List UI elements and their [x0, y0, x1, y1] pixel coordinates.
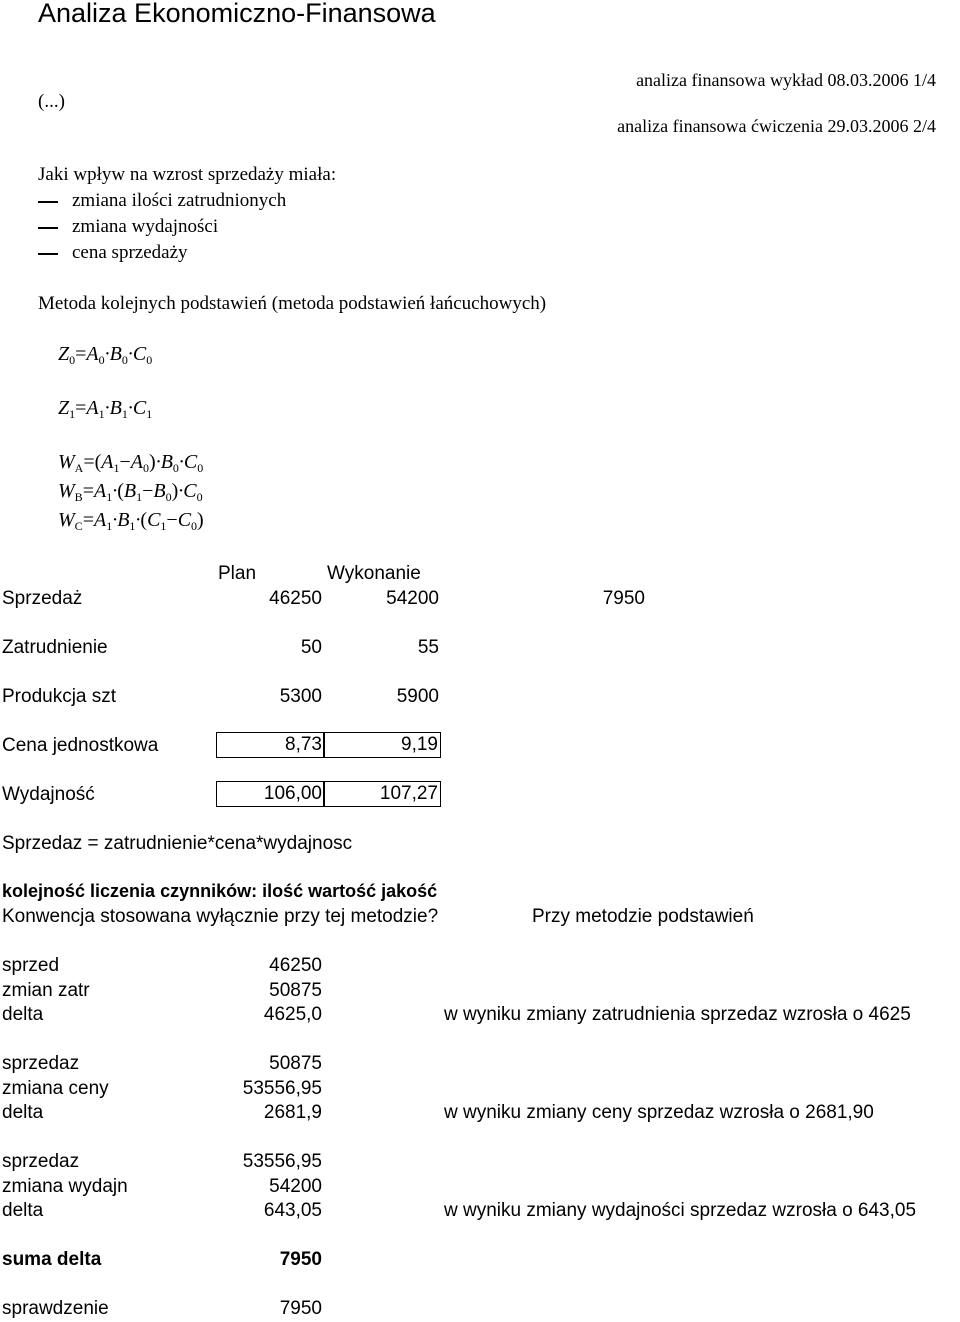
- calc-label: zmiana ceny: [2, 1078, 109, 1099]
- calc-label: zmiana wydajn: [2, 1176, 128, 1197]
- sales-formula: Sprzedaz = zatrudnienie*cena*wydajnosc: [2, 833, 353, 854]
- calc-value: 50875: [269, 1053, 322, 1074]
- calc-label: delta: [2, 1102, 44, 1123]
- calc-value: 46250: [269, 955, 322, 976]
- dash-bullet-icon: [38, 201, 58, 203]
- reference-lecture: analiza finansowa wykład 08.03.2006 1/4: [636, 70, 936, 90]
- list-item: cena sprzedaży: [38, 242, 188, 264]
- check-label: sprawdzenie: [2, 1298, 109, 1319]
- row-label: Sprzedaż: [2, 588, 83, 609]
- calc-label: sprzedaz: [2, 1151, 80, 1172]
- sum-delta-value: 7950: [279, 1249, 322, 1270]
- list-item: zmiana wydajności: [38, 216, 218, 238]
- row-plan: 46250: [269, 588, 322, 609]
- row-exec: 55: [417, 637, 439, 658]
- row-plan: 50: [300, 637, 322, 658]
- column-header-plan: Plan: [218, 563, 257, 584]
- row-plan: 5300: [279, 686, 322, 707]
- calc-value: 53556,95: [242, 1078, 322, 1099]
- row-label: Cena jednostkowa: [2, 735, 159, 756]
- convention-answer: Przy metodzie podstawień: [532, 906, 754, 927]
- factor-order: kolejność liczenia czynników: ilość wartość jakość: [2, 881, 438, 901]
- row-exec: 5900: [396, 686, 439, 707]
- row-exec: 107,27: [323, 781, 441, 807]
- dash-bullet-icon: [38, 253, 58, 255]
- row-label: Produkcja szt: [2, 686, 117, 707]
- formula-wb: $W_B=A_1\cdot(B_1-B_0)\cdot C_0$: [58, 480, 203, 504]
- dash-bullet-icon: [38, 227, 58, 229]
- calc-label: sprzedaz: [2, 1053, 80, 1074]
- row-exec: 9,19: [323, 732, 441, 758]
- intro-question: Jaki wpływ na wzrost sprzedaży miała:: [38, 164, 337, 185]
- formula-wc: $W_C=A_1\cdot B_1\cdot(C_1-C_0)$: [58, 509, 204, 533]
- formula-z1: $Z_1=A_1\cdot B_1\cdot C_1$: [58, 397, 153, 421]
- convention-question: Konwencja stosowana wyłącznie przy tej metodzie?: [2, 906, 439, 927]
- column-header-exec: Wykonanie: [327, 563, 421, 584]
- calc-note: w wyniku zmiany zatrudnienia sprzedaz wzrosła o 4625: [444, 1004, 911, 1025]
- row-plan: 8,73: [216, 732, 325, 758]
- calc-value: 643,05: [263, 1200, 322, 1221]
- row-plan: 106,00: [216, 781, 325, 807]
- row-difference: 7950: [602, 588, 645, 609]
- ellipsis-text: (...): [38, 91, 65, 112]
- reference-exercise: analiza finansowa ćwiczenia 29.03.2006 2/4: [617, 116, 936, 136]
- sum-delta-label: suma delta: [2, 1249, 102, 1270]
- calc-label: delta: [2, 1200, 44, 1221]
- calc-value: 4625,0: [263, 1004, 322, 1025]
- calc-label: delta: [2, 1004, 44, 1025]
- calc-value: 53556,95: [242, 1151, 322, 1172]
- calc-value: 54200: [269, 1176, 322, 1197]
- calc-value: 2681,9: [263, 1102, 322, 1123]
- calc-note: w wyniku zmiany wydajności sprzedaz wzrosła o 643,05: [444, 1200, 917, 1221]
- calc-label: sprzed: [2, 955, 60, 976]
- row-label: Zatrudnienie: [2, 637, 108, 658]
- list-item: zmiana ilości zatrudnionych: [38, 190, 286, 212]
- calc-value: 50875: [269, 980, 322, 1001]
- page-title: Analiza Ekonomiczno-Finansowa: [38, 0, 436, 28]
- calc-note: w wyniku zmiany ceny sprzedaz wzrosła o 2681,90: [444, 1102, 874, 1123]
- check-value: 7950: [279, 1298, 322, 1319]
- formula-z0: $Z_0=A_0\cdot B_0\cdot C_0$: [58, 343, 153, 367]
- formula-wa: $W_A=(A_1-A_0)\cdot B_0\cdot C_0$: [58, 451, 204, 475]
- method-text: Metoda kolejnych podstawień (metoda podstawień łańcuchowych): [38, 293, 547, 314]
- row-label: Wydajność: [2, 784, 95, 805]
- row-exec: 54200: [386, 588, 439, 609]
- calc-label: zmian zatr: [2, 980, 90, 1001]
